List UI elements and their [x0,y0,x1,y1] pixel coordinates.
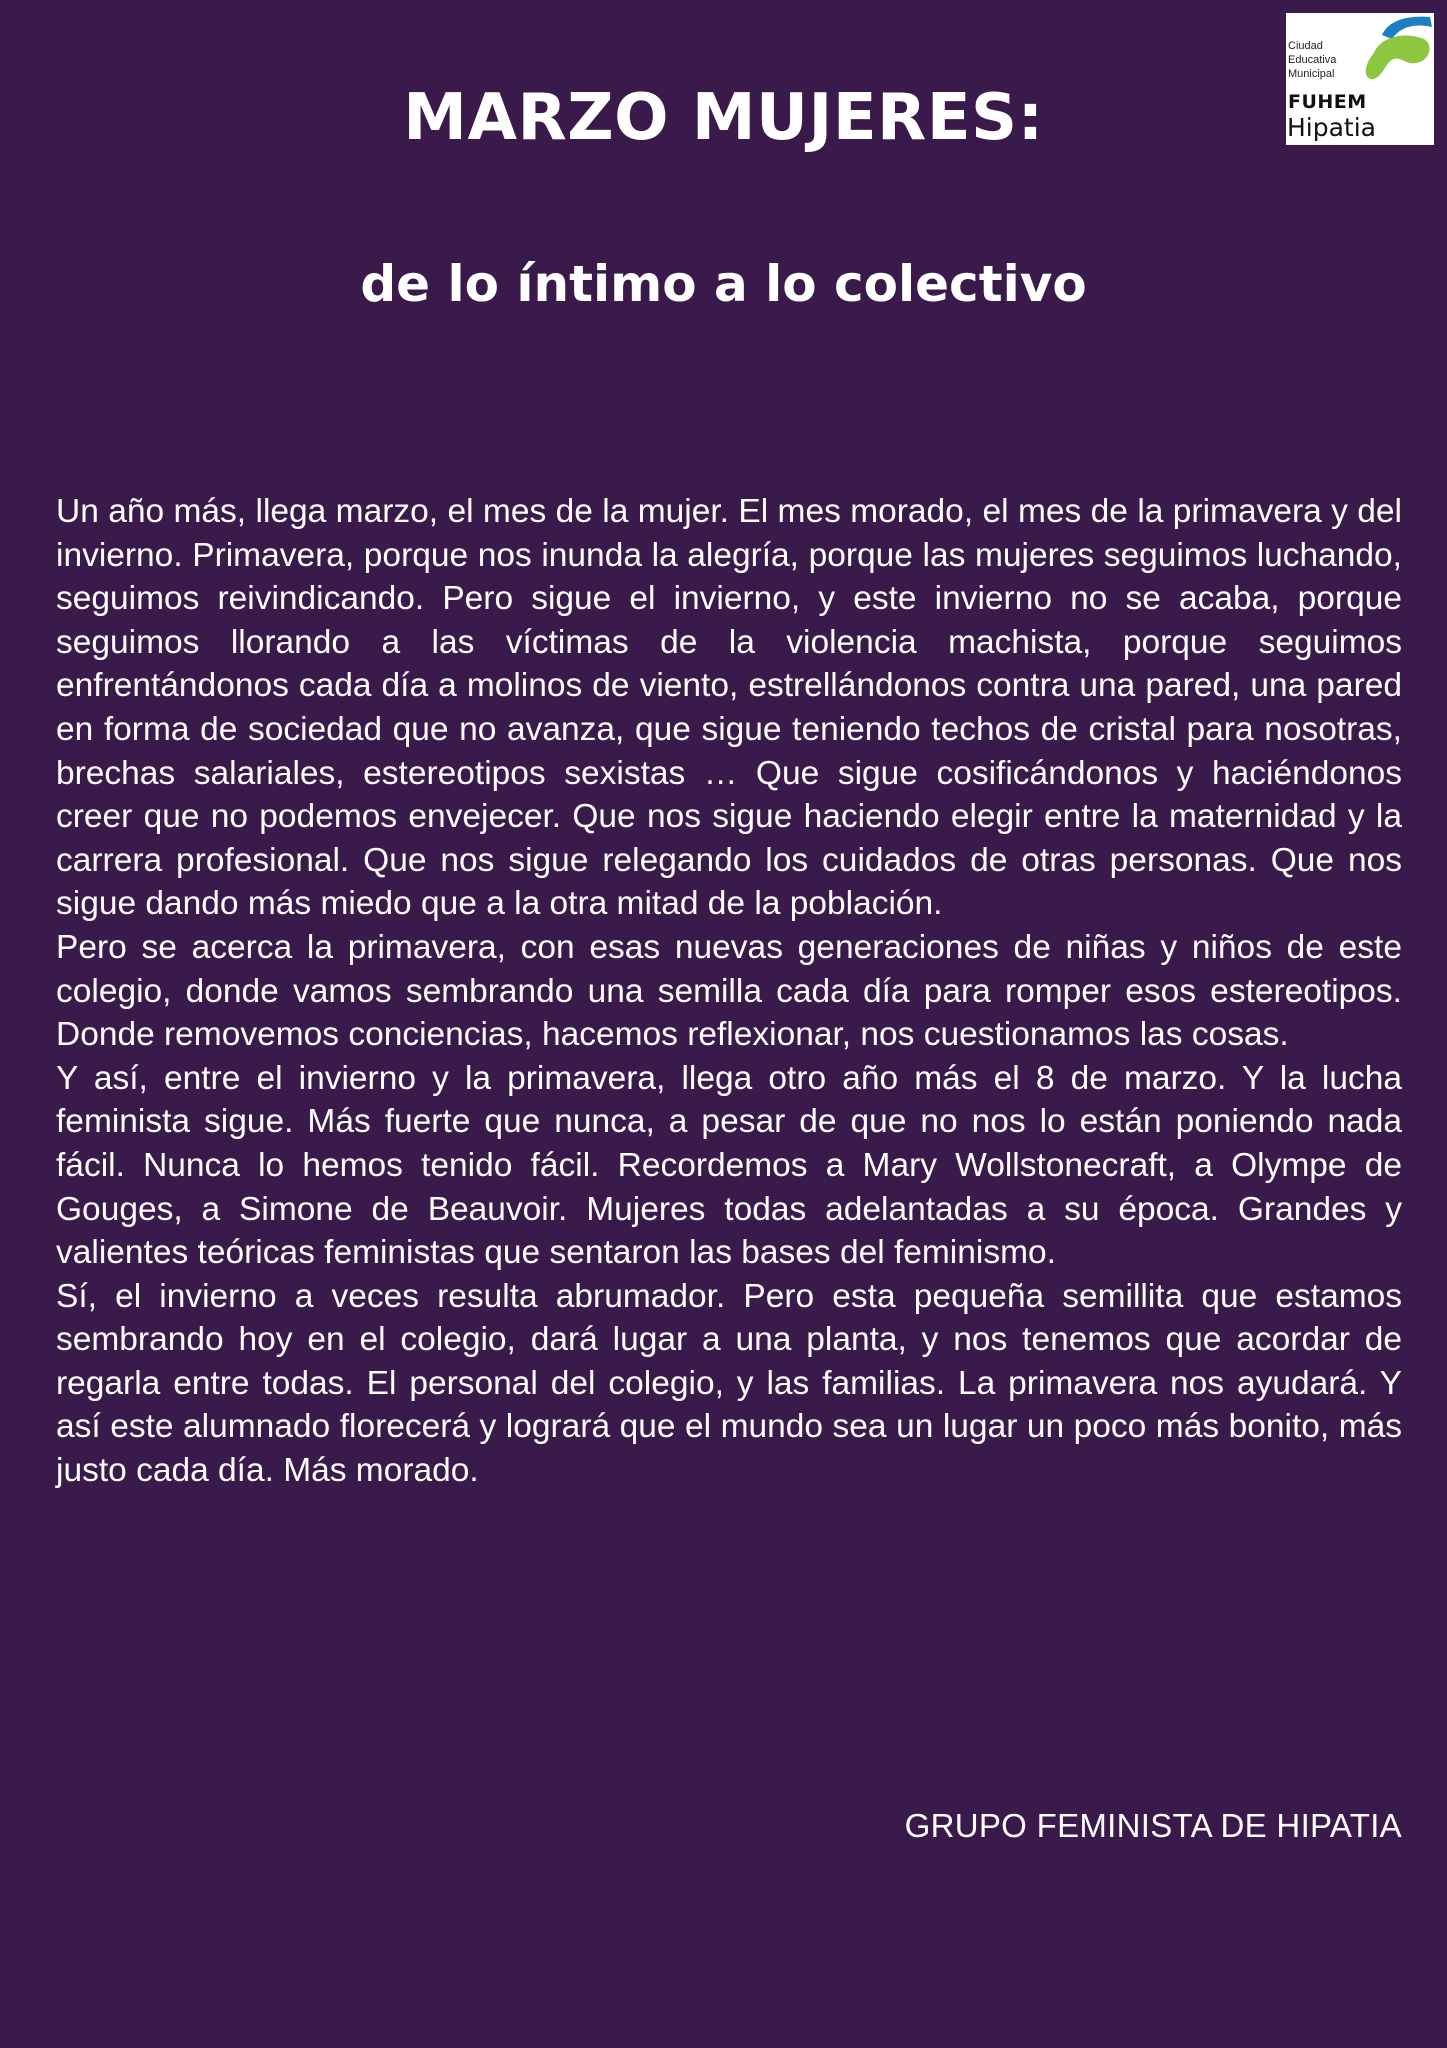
signature: GRUPO FEMINISTA DE HIPATIA [904,1807,1402,1844]
logo-line-1: Ciudad [1288,40,1323,52]
logo-brand: FUHEM [1288,91,1367,113]
page-title: MARZO MUJERES: [403,81,1044,155]
paragraph-3: Y así, entre el invierno y la primavera, llega otro año más el 8 de marzo. Y la lucha feminista sigue. Más fuerte que nunca, a pesar de que no nos lo están poniendo nada fácil. Nunca lo hemos tenido fácil. Recordemos a Mary Wollstonecraft, a Olympe de Gouges, a Simone de Beauvoir. Mujeres todas adelantadas a su época. Grandes y valientes teóricas feministas que sentaron las bases del feminismo. [56,1059,1402,1272]
body-text [56,490,1402,1493]
hipatia-logo [1286,13,1434,145]
logo-line-3: Municipal [1288,68,1335,80]
logo-line-2: Educativa [1288,54,1337,66]
leaf-logo-icon [1344,13,1434,93]
logo-name: Hipatia [1287,113,1377,142]
paragraph-4: Sí, el invierno a veces resulta abrumador. Pero esta pequeña semillita que estamos sembrando hoy en el colegio, dará lugar a una planta, y nos tenemos que acordar de regarla entre todas. El personal del colegio, y las familias. La primavera nos ayudará. Y así este alumnado florecerá y logrará que el mundo sea un lugar un poco más bonito, más justo cada día. Más morado. [56,1277,1402,1490]
page-subtitle: de lo íntimo a lo colectivo [360,255,1087,313]
paragraph-1: Un año más, llega marzo, el mes de la mujer. El mes morado, el mes de la primavera y del invierno. Primavera, porque nos inunda la alegría, porque las mujeres seguimos luchando, seguimos reivindicando. Pero sigue el invierno, y este invierno no se acaba, porque seguimos llorando a las víctimas de la violencia machista, porque seguimos enfrentándonos cada día a molinos de viento, estrellándonos contra una pared, una pared en forma de sociedad que no avanza, que sigue teniendo techos de cristal para nosotras, brechas salariales, estereotipos sexistas … Que sigue cosificándonos y haciéndonos creer que no podemos envejecer. Que nos sigue haciendo elegir entre la maternidad y la carrera profesional. Que nos sigue relegando los cuidados de otras personas. Que nos sigue dando más miedo que a la otra mitad de la población. [56,493,1402,923]
paragraph-2: Pero se acerca la primavera, con esas nuevas generaciones de niñas y niños de este colegio, donde vamos sembrando una semilla cada día para romper esos estereotipos. Donde removemos conciencias, hacemos reflexionar, nos cuestionamos las cosas. [56,928,1402,1054]
